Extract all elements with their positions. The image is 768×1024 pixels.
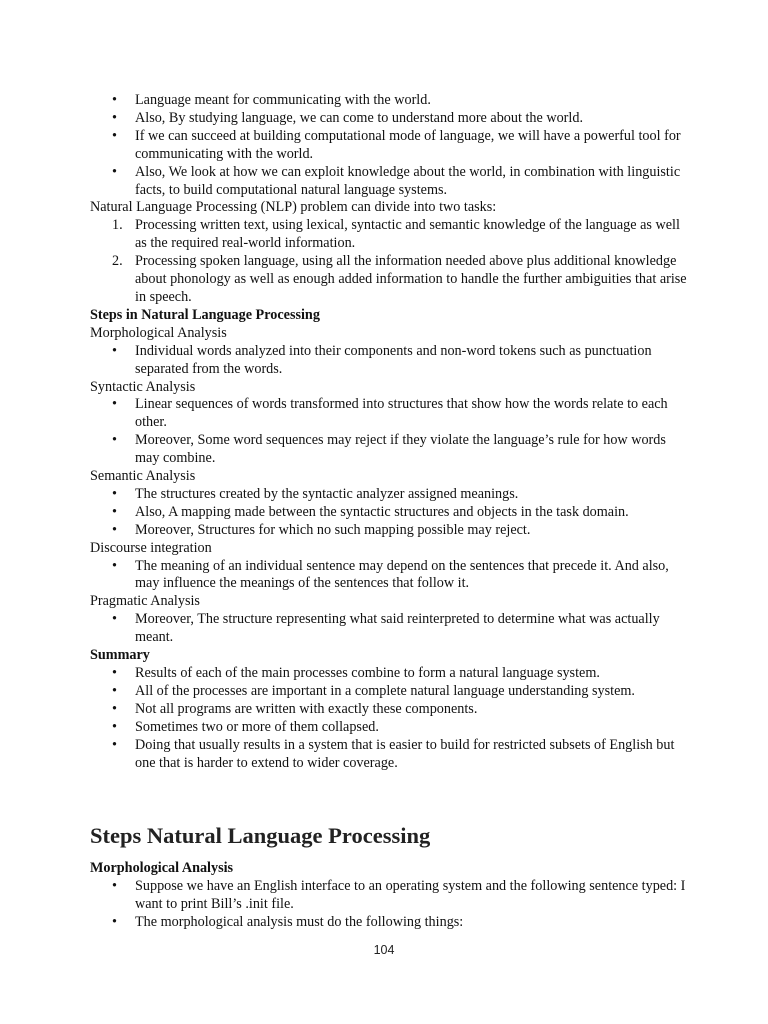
section-heading: Steps Natural Language Processing: [90, 823, 431, 849]
list-item-text: Processing written text, using lexical, syntactic and semantic knowledge of the language as well as the required real-world information.: [135, 217, 680, 252]
list-item: • Moreover, Structures for which no such mapping possible may reject.: [90, 522, 690, 540]
section-subheading: Morphological Analysis: [90, 860, 234, 877]
list-item: • Suppose we have an English interface to an operating system and the following sentence typed: I want to print Bill’s .init file.: [90, 878, 690, 914]
page-number: 104: [373, 943, 395, 957]
list-item: • Moreover, Some word sequences may reject if they violate the language’s rule for how words may combine.: [90, 432, 690, 468]
summary-bullet-list: [90, 665, 690, 772]
list-item: • Language meant for communicating with the world.: [90, 92, 690, 110]
pragmatic-bullet-list: [90, 611, 690, 647]
nlp-task-list: [90, 217, 690, 307]
discourse-bullet-list: [90, 558, 690, 594]
section2-bullet-list: [90, 878, 690, 932]
list-item: • Not all programs are written with exactly these components.: [90, 701, 690, 719]
page-content: [90, 92, 690, 932]
list-item: • Sometimes two or more of them collapsed.: [90, 719, 690, 737]
intro-bullet-list: [90, 92, 690, 199]
syntactic-title: Syntactic Analysis: [90, 378, 196, 395]
syntactic-bullet-list: [90, 396, 690, 468]
list-item: • Also, We look at how we can exploit knowledge about the world, in combination with linguistic facts, to build computational natural language systems.: [90, 164, 690, 200]
semantic-bullet-list: [90, 486, 690, 540]
list-item: • Doing that usually results in a system that is easier to build for restricted subsets of English but one that is harder to extend to wider coverage.: [90, 737, 690, 773]
morph-title: Morphological Analysis: [90, 324, 227, 341]
nlp-problem-intro: Natural Language Processing (NLP) problem can divide into two tasks:: [90, 199, 497, 216]
list-number: 2.: [112, 253, 123, 270]
list-item: • The structures created by the syntactic analyzer assigned meanings.: [90, 486, 690, 504]
list-item: • If we can succeed at building computational mode of language, we will have a powerful tool for communicating with the world.: [90, 128, 690, 164]
list-item: [90, 253, 690, 307]
list-item: • Also, By studying language, we can come to understand more about the world.: [90, 110, 690, 128]
morph-bullet-list: [90, 343, 690, 379]
list-item: • The meaning of an individual sentence may depend on the sentences that precede it. And also, may influence the meanings of the sentences that follow it.: [90, 558, 690, 594]
summary-heading: Summary: [90, 647, 150, 664]
list-number: 1.: [112, 217, 123, 234]
pragmatic-title: Pragmatic Analysis: [90, 593, 200, 610]
list-item: • Individual words analyzed into their components and non-word tokens such as punctuation separated from the words.: [90, 343, 690, 379]
list-item: • Linear sequences of words transformed into structures that show how the words relate to each other.: [90, 396, 690, 432]
list-item: • The morphological analysis must do the following things:: [90, 914, 690, 932]
list-item-text: Processing spoken language, using all the information needed above plus additional knowledge about phonology as well as enough added information to handle the further ambiguities that arise in speech.: [135, 253, 687, 305]
steps-heading: Steps in Natural Language Processing: [90, 306, 320, 323]
discourse-title: Discourse integration: [90, 539, 212, 556]
list-item: • Moreover, The structure representing what said reinterpreted to determine what was actually meant.: [90, 611, 690, 647]
list-item: • Also, A mapping made between the syntactic structures and objects in the task domain.: [90, 504, 690, 522]
list-item: • Results of each of the main processes combine to form a natural language system.: [90, 665, 690, 683]
semantic-title: Semantic Analysis: [90, 468, 196, 485]
list-item: • All of the processes are important in a complete natural language understanding system.: [90, 683, 690, 701]
list-item: [90, 217, 690, 253]
